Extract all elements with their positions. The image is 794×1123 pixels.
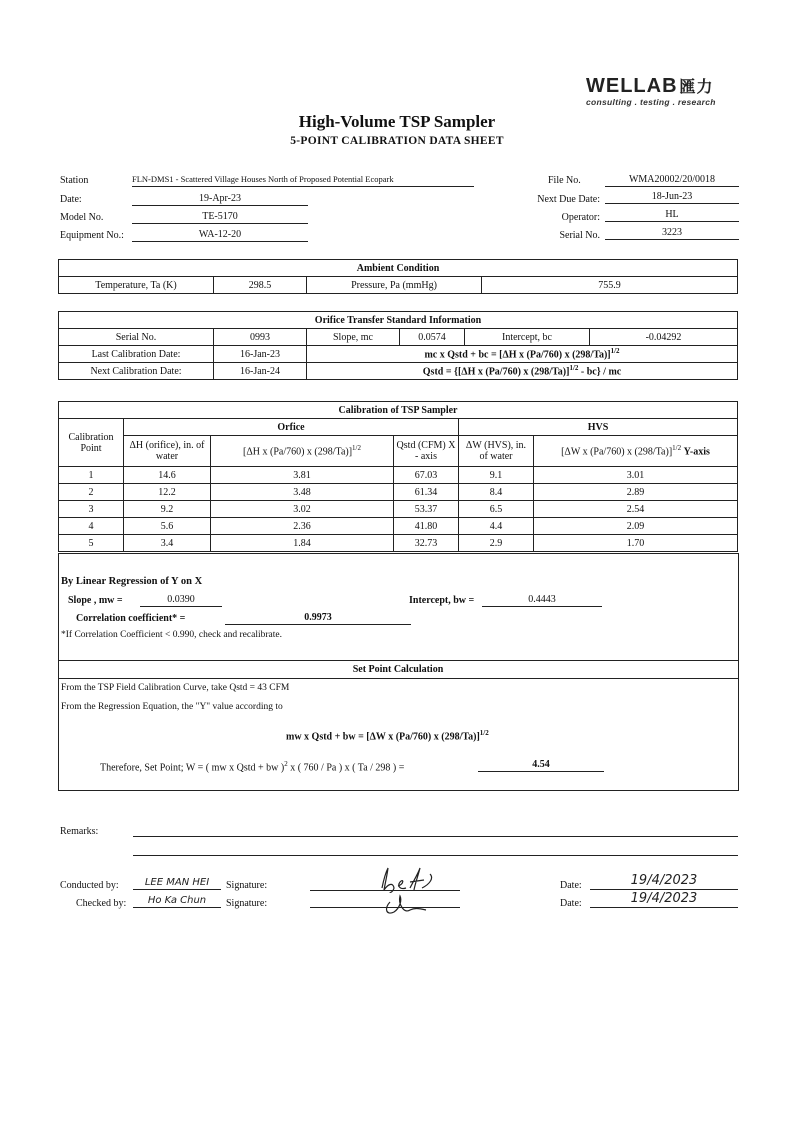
calibration-title: Calibration of TSP Sampler [59, 402, 738, 419]
cell-dw: 4.4 [459, 518, 534, 535]
cell-dw-expr: 2.89 [534, 484, 738, 501]
col-dh-expr-text: [ΔH x (Pa/760) x (298/Ta)] [243, 446, 353, 458]
temperature-label: Temperature, Ta (K) [59, 277, 214, 294]
handwritten-signature-icon [360, 858, 450, 920]
serial-label: Serial No. [559, 230, 600, 241]
calibration-table [58, 401, 738, 552]
setpoint-title: Set Point Calculation [352, 664, 444, 675]
ambient-condition-table [58, 259, 738, 294]
file-value: WMA20002/20/0018 [605, 173, 739, 187]
slope-value: 0.0390 [140, 593, 222, 607]
date-1-label: Date: [560, 880, 582, 891]
orifice-serial-label: Serial No. [59, 329, 214, 346]
orifice-header: Orfice [124, 419, 459, 436]
cell-dh: 5.6 [124, 518, 211, 535]
ambient-title: Ambient Condition [59, 260, 738, 277]
orifice-serial-value: 0993 [214, 329, 307, 346]
therefore-text: Therefore, Set Point; W = ( mw x Qstd + bw ) [100, 762, 285, 774]
operator-value: HL [605, 208, 739, 222]
remarks-line [133, 836, 738, 837]
cell-qstd: 61.34 [394, 484, 459, 501]
correlation-note: *If Correlation Coefficient < 0.990, check and recalibrate. [61, 630, 282, 640]
document-title: High-Volume TSP Sampler [298, 112, 496, 131]
cell-qstd: 53.37 [394, 501, 459, 518]
date-2-value: 19/4/2023 [590, 890, 738, 908]
therefore-tail: x ( 760 / Pa ) x ( Ta / 298 ) = [287, 762, 405, 774]
conducted-label: Conducted by: [60, 880, 119, 891]
intercept-label: Intercept, bw = [409, 595, 475, 606]
conducted-signature-label: Signature: [226, 880, 268, 891]
equipment-value: WA-12-20 [132, 228, 308, 242]
divider [58, 660, 738, 661]
next-due-label: Next Due Date: [537, 194, 600, 205]
conducted-name: LEE MAN HEI [133, 876, 221, 890]
remarks-label: Remarks: [60, 826, 99, 837]
pressure-label: Pressure, Pa (mmHg) [307, 277, 482, 294]
orifice-slope-value: 0.0574 [400, 329, 465, 346]
next-cal-label: Next Calibration Date: [59, 363, 214, 380]
setpoint-value: 4.54 [478, 758, 604, 772]
formula-1-text: mc x Qstd + bc = [ΔH x (Pa/760) x (298/Ta)] [424, 349, 611, 361]
cell-dw-expr: 3.01 [534, 467, 738, 484]
table-row [59, 467, 738, 484]
cell-qstd: 67.03 [394, 467, 459, 484]
formula-2-tail: - bc} / mc [578, 366, 622, 378]
cell-dw-expr: 2.09 [534, 518, 738, 535]
orifice-formula-2 [307, 363, 738, 380]
table-row [59, 484, 738, 501]
logo-name-cn: 匯力 [679, 77, 714, 96]
orifice-formula-1 [307, 346, 738, 363]
document-subtitle: 5-POINT CALIBRATION DATA SHEET [290, 135, 504, 147]
slope-label: Slope , mw = [68, 595, 123, 606]
setpoint-line-1: From the TSP Field Calibration Curve, take Qstd = 43 CFM [61, 683, 290, 693]
setpoint-formula-text: mw x Qstd + bw = [ΔW x (Pa/760) x (298/Ta)] [286, 731, 480, 743]
formula-2-text: Qstd = {[ΔH x (Pa/760) x (298/Ta)] [422, 366, 570, 378]
correlation-value: 0.9973 [225, 611, 411, 625]
checked-signature-label: Signature: [226, 898, 268, 909]
col-delta-h-expr [211, 436, 394, 467]
pressure-value: 755.9 [482, 277, 738, 294]
last-cal-value: 16-Jan-23 [214, 346, 307, 363]
cell-dh: 3.4 [124, 535, 211, 552]
model-label: Model No. [60, 212, 104, 223]
regression-title: By Linear Regression of Y on X [61, 576, 203, 587]
cell-dh-expr: 3.48 [211, 484, 394, 501]
divider [58, 678, 738, 679]
col-dh-expr-sup: 1/2 [352, 444, 361, 453]
cell-dw-expr: 2.54 [534, 501, 738, 518]
date-value: 19-Apr-23 [132, 192, 308, 206]
cell-dh-expr: 2.36 [211, 518, 394, 535]
cell-point: 4 [59, 518, 124, 535]
table-row [59, 501, 738, 518]
cell-dw: 2.9 [459, 535, 534, 552]
cell-dh-expr: 3.81 [211, 467, 394, 484]
cell-qstd: 41.80 [394, 518, 459, 535]
correlation-label: Correlation coefficient* = [76, 613, 186, 624]
next-due-value: 18-Jun-23 [605, 190, 739, 204]
model-value: TE-5170 [132, 210, 308, 224]
station-value: FLN-DMS1 - Scattered Village Houses North of Proposed Potential Ecopark [132, 173, 474, 187]
col-delta-w-expr [534, 436, 738, 467]
table-row [59, 518, 738, 535]
cell-point: 2 [59, 484, 124, 501]
setpoint-therefore [100, 760, 404, 773]
date-1-value: 19/4/2023 [590, 872, 738, 890]
cell-dw: 9.1 [459, 467, 534, 484]
company-logo [586, 76, 736, 107]
temperature-value: 298.5 [214, 277, 307, 294]
intercept-value: 0.4443 [482, 593, 602, 607]
file-label: File No. [548, 175, 581, 186]
serial-value: 3223 [605, 226, 739, 240]
orifice-intercept-label: Intercept, bc [465, 329, 590, 346]
orifice-slope-label: Slope, mc [307, 329, 400, 346]
cell-dw-expr: 1.70 [534, 535, 738, 552]
orifice-info-table [58, 311, 738, 380]
formula-2-sup: 1/2 [569, 364, 579, 373]
logo-tagline: consulting . testing . research [586, 97, 716, 107]
cell-point: 3 [59, 501, 124, 518]
remarks-line [133, 855, 738, 856]
cell-dh: 14.6 [124, 467, 211, 484]
col-dw-expr-text: [ΔW x (Pa/760) x (298/Ta)] [561, 446, 673, 458]
orifice-title: Orifice Transfer Standard Information [59, 312, 738, 329]
equipment-label: Equipment No.: [60, 230, 124, 241]
operator-label: Operator: [561, 212, 600, 223]
cell-qstd: 32.73 [394, 535, 459, 552]
cell-dh-expr: 3.02 [211, 501, 394, 518]
station-label: Station [60, 175, 89, 186]
table-row [59, 535, 738, 552]
last-cal-label: Last Calibration Date: [59, 346, 214, 363]
col-delta-h: ΔH (orifice), in. of water [124, 436, 211, 467]
hvs-header: HVS [459, 419, 738, 436]
cell-point: 5 [59, 535, 124, 552]
logo-name: WELLAB [586, 75, 678, 97]
cell-point: 1 [59, 467, 124, 484]
col-dw-expr-tail: Y-axis [683, 446, 710, 458]
col-delta-w: ΔW (HVS), in. of water [459, 436, 534, 467]
checked-label: Checked by: [76, 898, 127, 909]
col-dw-expr-sup: 1/2 [672, 444, 682, 453]
next-cal-value: 16-Jan-24 [214, 363, 307, 380]
col-qstd: Qstd (CFM) X - axis [394, 436, 459, 467]
date-2-label: Date: [560, 898, 582, 909]
cell-dw: 6.5 [459, 501, 534, 518]
cell-dh: 9.2 [124, 501, 211, 518]
date-label: Date: [60, 194, 82, 205]
cell-dh: 12.2 [124, 484, 211, 501]
setpoint-formula [286, 729, 489, 742]
formula-1-sup: 1/2 [610, 347, 620, 356]
setpoint-formula-sup: 1/2 [479, 729, 489, 737]
therefore-sup: 2 [284, 760, 288, 768]
orifice-intercept-value: -0.04292 [590, 329, 738, 346]
cell-dw: 8.4 [459, 484, 534, 501]
col-calibration-point: Calibration Point [59, 419, 124, 467]
checked-name: Ho Ka Chun [133, 894, 221, 908]
setpoint-line-2: From the Regression Equation, the "Y" value according to [61, 702, 283, 712]
cell-dh-expr: 1.84 [211, 535, 394, 552]
